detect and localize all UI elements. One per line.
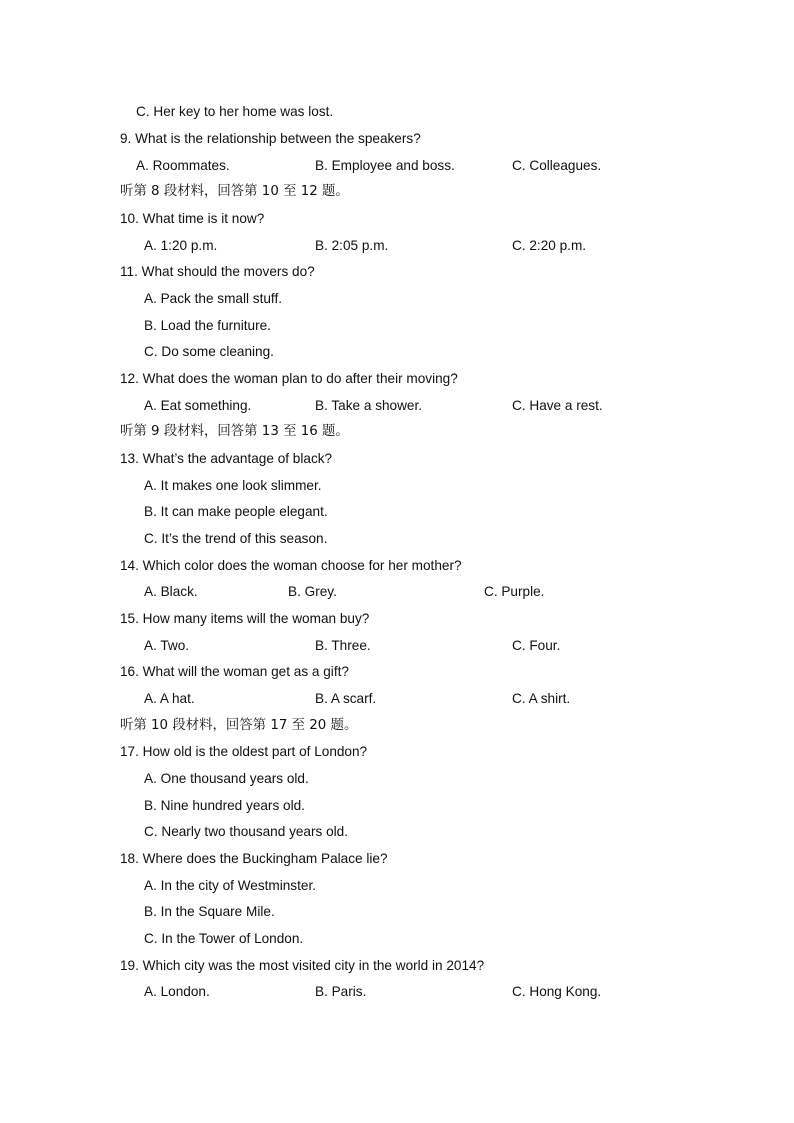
- question-11: 11. What should the movers do?: [120, 264, 315, 279]
- q12-option-c: C. Have a rest.: [512, 398, 603, 413]
- q18-option-a: A. In the city of Westminster.: [144, 878, 316, 893]
- q17-option-c: C. Nearly two thousand years old.: [144, 824, 349, 839]
- q11-option-c: C. Do some cleaning.: [144, 344, 274, 359]
- q15-option-c: C. Four.: [512, 638, 561, 653]
- q15-option-a: A. Two.: [144, 638, 190, 653]
- question-12: 12. What does the woman plan to do after their moving?: [120, 371, 458, 386]
- q16-option-b: B. A scarf.: [315, 691, 377, 706]
- question-13: 13. What’s the advantage of black?: [120, 451, 333, 466]
- q13-option-a: A. It makes one look slimmer.: [144, 478, 322, 493]
- q16-option-c: C. A shirt.: [512, 691, 571, 706]
- question-19: 19. Which city was the most visited city in the world in 2014?: [120, 958, 485, 973]
- question-16: 16. What will the woman get as a gift?: [120, 664, 349, 679]
- question-18: 18. Where does the Buckingham Palace lie?: [120, 851, 388, 866]
- question-10: 10. What time is it now?: [120, 211, 265, 226]
- q11-option-a: A. Pack the small stuff.: [144, 291, 283, 306]
- q8-option-c: C. Her key to her home was lost.: [136, 104, 334, 119]
- q10-option-b: B. 2:05 p.m.: [315, 238, 389, 253]
- q10-option-c: C. 2:20 p.m.: [512, 238, 587, 253]
- q19-options: [0, 983, 794, 1001]
- question-17: 17. How old is the oldest part of London?: [120, 744, 368, 759]
- q16-option-a: A. A hat.: [144, 691, 195, 706]
- q15-option-b: B. Three.: [315, 638, 371, 653]
- q18-option-c: C. In the Tower of London.: [144, 931, 304, 946]
- q17-option-b: B. Nine hundred years old.: [144, 798, 305, 813]
- q12-option-b: B. Take a shower.: [315, 398, 423, 413]
- q13-option-c: C. It’s the trend of this season.: [144, 531, 328, 546]
- q11-option-b: B. Load the furniture.: [144, 318, 271, 333]
- q10-option-a: A. 1:20 p.m.: [144, 238, 218, 253]
- q15-options: [0, 637, 794, 655]
- q9-option-a: A. Roommates.: [136, 158, 230, 173]
- q19-option-a: A. London.: [144, 984, 210, 999]
- q19-option-c: C. Hong Kong.: [512, 984, 602, 999]
- q9-options: [0, 157, 794, 175]
- q14-option-c: C. Purple.: [484, 584, 545, 599]
- q14-option-b: B. Grey.: [288, 584, 337, 599]
- q12-option-a: A. Eat something.: [144, 398, 252, 413]
- q9-option-b: B. Employee and boss.: [315, 158, 455, 173]
- question-15: 15. How many items will the woman buy?: [120, 611, 370, 626]
- q9-option-c: C. Colleagues.: [512, 158, 602, 173]
- q16-options: [0, 690, 794, 708]
- q14-option-a: A. Black.: [144, 584, 198, 599]
- q19-option-b: B. Paris.: [315, 984, 367, 999]
- section-9-heading: 听第 9 段材料，回答第 13 至 16 题。: [120, 424, 349, 439]
- q12-options: [0, 397, 794, 415]
- section-10-heading: 听第 10 段材料，回答第 17 至 20 题。: [120, 718, 358, 733]
- question-14: 14. Which color does the woman choose for her mother?: [120, 558, 462, 573]
- q13-option-b: B. It can make people elegant.: [144, 504, 328, 519]
- q10-options: [0, 237, 794, 255]
- q17-option-a: A. One thousand years old.: [144, 771, 309, 786]
- question-9: 9. What is the relationship between the speakers?: [120, 131, 421, 146]
- q14-options: [0, 583, 794, 601]
- section-8-heading: 听第 8 段材料，回答第 10 至 12 题。: [120, 184, 349, 199]
- q18-option-b: B. In the Square Mile.: [144, 904, 275, 919]
